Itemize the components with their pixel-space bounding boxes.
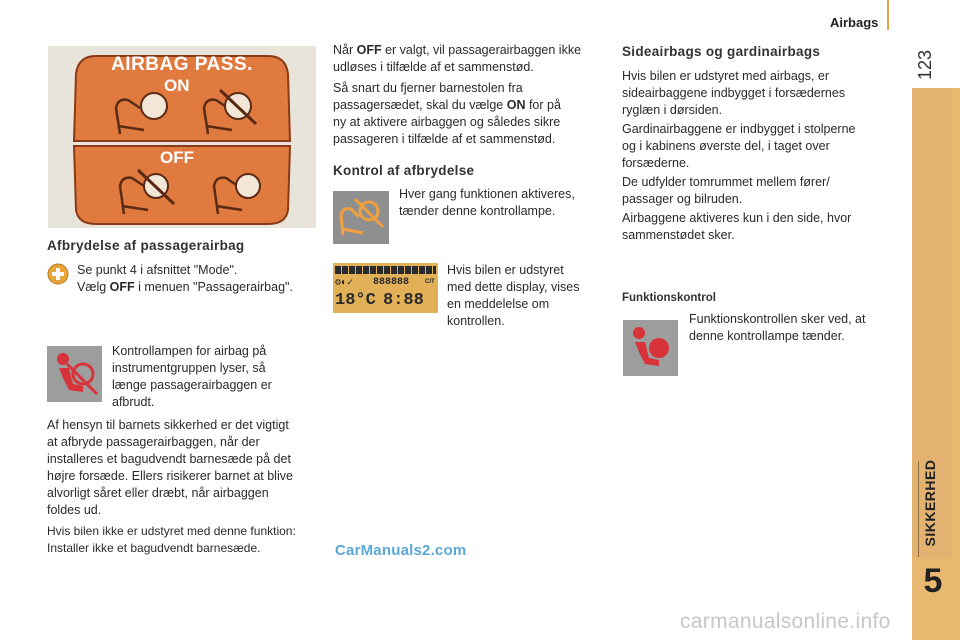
watermark: carmanualsonline.info [680,610,891,633]
airbag-off-lamp-icon [333,191,389,244]
side-airbags-p4: Airbaggene aktiveres kun i den side, hvor sammenstødet sker. [622,211,852,242]
display-temperature: 18°C [335,291,376,310]
airbag-off-warning-icon [47,346,102,402]
activation-lamp-text: Hver gang funktionen aktiveres, tænder denne kontrollampe. [399,187,575,218]
child-safety-paragraph: Af hensyn til barnets sikkerhed er det vigtigt at afbryde passagerairbaggen, når der installeres et bagudvendt barnesæde på det højre forsæde. Ellers risikerer barnet at blive alvorligt såret eller dræbt, når airbaggen foldes ud. [47,418,293,517]
on-label: ON [164,76,190,95]
airbag-pass-title: AIRBAG PASS. [111,54,253,75]
off-label: OFF [160,148,194,167]
chapter-number: 5 [923,562,943,600]
section-title: Airbags [830,15,879,30]
airbag-switch-photo [48,46,316,228]
lamp-description: Kontrollampen for airbag på instrumentgruppen lyser, så længe passagerairbaggen er afbrudt. [112,344,272,409]
display-brand: CIT [425,279,435,285]
function-check-heading: Funktionskontrol [622,292,716,304]
source-logo[interactable]: CarManuals2.com [335,542,467,559]
side-airbags-p3: De udfylder tomrummet mellem fører/ passager og bilruden. [622,175,830,206]
side-airbags-p2: Gardinairbaggene er indbygget i stolperne og i kabinens øverste del, i taget over forsæderne. [622,122,856,170]
chapter-label: SIKKERHED [922,459,938,547]
display-digits: 888888 [373,277,410,288]
col3-heading: Sideairbags og gardinairbags [622,44,821,59]
display-time: 8:88 [383,291,424,310]
multifunction-display [333,263,438,313]
on-paragraph: Så snart du fjerner barnestolen fra passagersædet, skal du vælge ON for på ny at aktivere airbaggen og således sikre passageren i tilfælde af et sammenstød. [333,81,561,146]
page-number: 123 [914,49,935,81]
col2-heading: Kontrol af afbrydelse [333,163,475,178]
airbag-fault-warning-icon [623,320,678,376]
note-paragraph: Hvis bilen ikke er udstyret med denne funktion: Installer ikke et bagudvendt barnesæde. [47,524,296,555]
display-segment-bar [335,266,436,274]
col1-heading: Afbrydelse af passagerairbag [47,238,245,253]
tab-divider [918,462,919,557]
side-airbags-p1: Hvis bilen er udstyret med airbags, er sideairbaggene indbygget i forsædernes ryglæn i dørsiden. [622,69,846,117]
off-paragraph: Når OFF er valgt, vil passagerairbaggen ikke udløses i tilfælde af et sammenstød. [333,43,582,74]
header-rule [887,0,889,30]
plus-icon [47,263,69,285]
display-text: Hvis bilen er udstyret med dette display, vises en meddelelse om kontrollen. [447,263,580,328]
mode-reference: Se punkt 4 i afsnittet "Mode". Vælg OFF i menuen "Passagerairbag". [77,263,293,294]
display-icons: ⚙◐✓ [335,278,354,289]
function-check-text: Funktionskontrollen sker ved, at denne kontrollampe tænder. [689,312,866,343]
